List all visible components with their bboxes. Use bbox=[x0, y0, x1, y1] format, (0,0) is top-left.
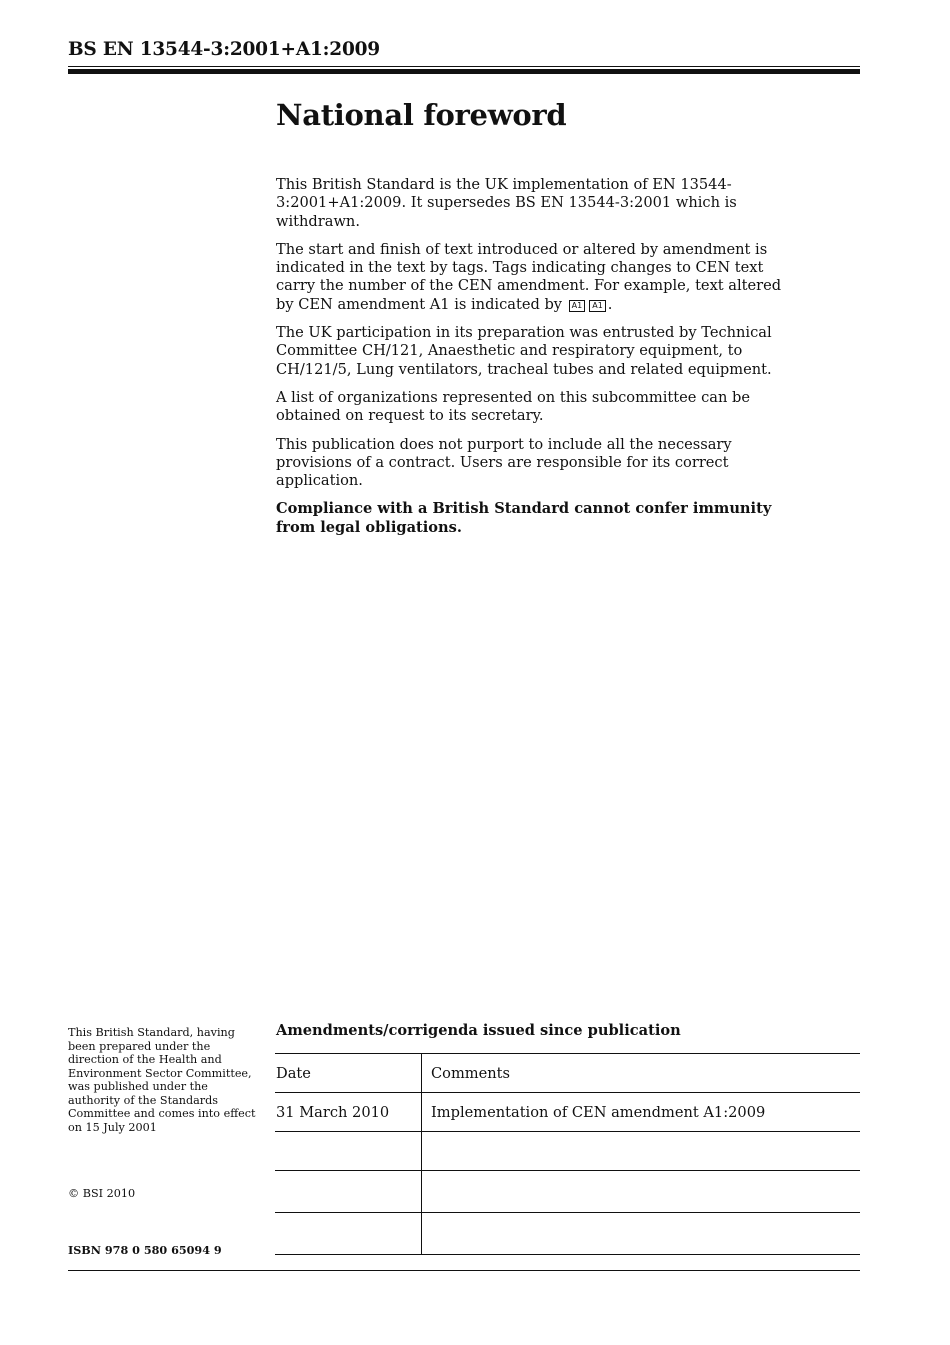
paragraph-organizations: A list of organizations represented on this subcommittee can be obtained on request to its secretary. bbox=[276, 388, 750, 425]
row-comments: Implementation of CEN amendment A1:2009 bbox=[422, 1093, 861, 1132]
page-title: National foreword bbox=[276, 98, 567, 132]
header-rule-thick bbox=[68, 69, 860, 74]
row-date bbox=[275, 1213, 422, 1255]
amendment-close-tag-icon: A1 bbox=[589, 300, 606, 312]
table-row bbox=[275, 1132, 860, 1171]
amendments-title: Amendments/corrigenda issued since publication bbox=[276, 1022, 681, 1039]
foreword-body bbox=[276, 176, 800, 547]
amendment-open-tag-icon: A1 bbox=[569, 300, 586, 312]
publication-note: This British Standard, having been prepared under the direction of the Health and Environment Sector Committee, was published under the authority of the Standards Committee and comes into effect on 15 July 2001 bbox=[68, 1026, 256, 1134]
paragraph-disclaimer: This publication does not purport to include all the necessary provisions of a contract. Users are responsible for its correct application. bbox=[276, 435, 732, 490]
table-row bbox=[275, 1093, 860, 1132]
isbn: ISBN 978 0 580 65094 9 bbox=[68, 1243, 222, 1257]
row-date: 31 March 2010 bbox=[275, 1093, 422, 1132]
table-header-row bbox=[275, 1054, 860, 1093]
footer-rule bbox=[68, 1270, 860, 1271]
paragraph-participation: The UK participation in its preparation was entrusted by Technical Committee CH/121, Anaesthetic and respiratory equipment, to CH/121/5, Lung ventilators, tracheal tubes and related equipment. bbox=[276, 324, 772, 378]
header-date: Date bbox=[275, 1054, 422, 1093]
row-date bbox=[275, 1171, 422, 1213]
header-rule-thin bbox=[68, 66, 860, 67]
table-row bbox=[275, 1171, 860, 1213]
document-code: BS EN 13544-3:2001+A1:2009 bbox=[68, 39, 380, 60]
paragraph-amendment-tags bbox=[276, 241, 800, 314]
row-comments bbox=[422, 1132, 861, 1171]
header-comments: Comments bbox=[422, 1054, 861, 1093]
amendments-table bbox=[275, 1053, 860, 1255]
table-row bbox=[275, 1213, 860, 1255]
row-comments bbox=[422, 1213, 861, 1255]
paragraph-amendment-text: The start and finish of text introduced or altered by amendment is indicated in the text by tags. Tags indicating changes to CEN text carry the number of the CEN amendment. For example, text altered by CEN amendment A1 is indicated by bbox=[276, 240, 782, 313]
row-comments bbox=[422, 1171, 861, 1213]
paragraph-implementation: This British Standard is the UK implementation of EN 13544-3:2001+A1:2009. It supersedes BS EN 13544-3:2001 which is withdrawn. bbox=[276, 176, 737, 230]
paragraph-amendment-end: . bbox=[607, 295, 613, 313]
row-date bbox=[275, 1132, 422, 1171]
copyright-notice: © BSI 2010 bbox=[68, 1187, 136, 1200]
paragraph-compliance: Compliance with a British Standard cannot confer immunity from legal obligations. bbox=[276, 500, 772, 536]
